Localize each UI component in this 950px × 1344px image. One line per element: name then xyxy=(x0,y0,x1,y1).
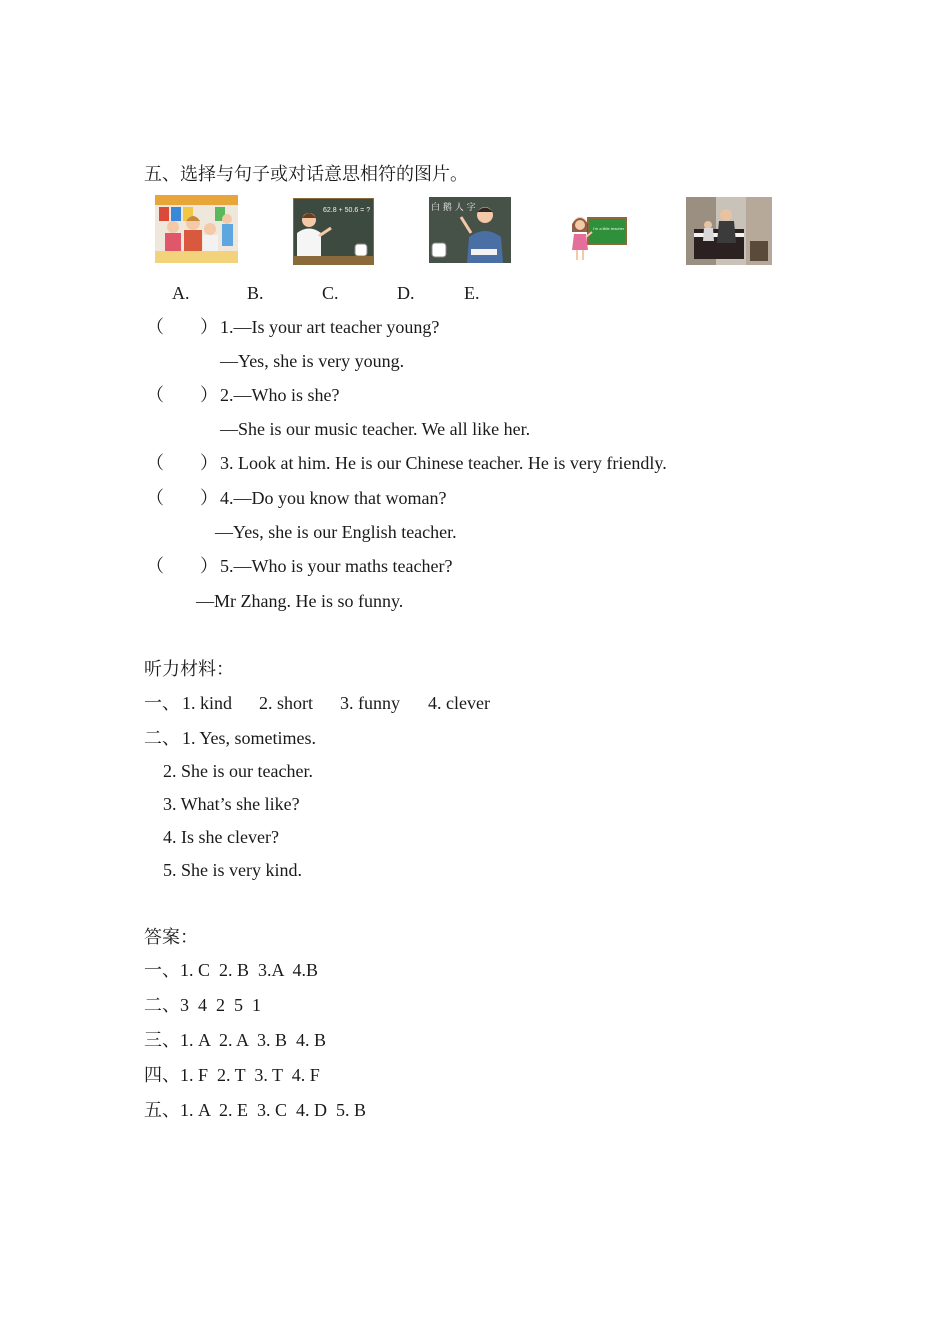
listening-part2-item-4: 4. Is she clever? xyxy=(163,827,279,847)
answer-line-2: 二、3 4 2 5 1 xyxy=(144,995,261,1015)
listening-part2-item-5: 5. She is very kind. xyxy=(163,860,302,880)
picture-d xyxy=(566,210,628,264)
answer-line-3: 三、1. A 2. A 3. B 4. B xyxy=(144,1030,327,1050)
question-1-line-1: 1.—Is your art teacher young? xyxy=(220,317,440,337)
option-label-c: C. xyxy=(322,283,339,303)
answer-bracket-4[interactable]: （ ） xyxy=(146,488,218,508)
piano-room-image xyxy=(686,197,772,265)
picture-e xyxy=(686,197,772,265)
question-5-line-2: —Mr Zhang. He is so funny. xyxy=(196,591,404,611)
greenboard-text: I'm a little teacher xyxy=(593,226,625,231)
question-4-line-1: 4.—Do you know that woman? xyxy=(220,488,447,508)
answer-bracket-3[interactable]: （ ） xyxy=(146,453,218,473)
chinese-board-text: 白 鹅 人 字 xyxy=(431,203,476,213)
answer-bracket-2[interactable]: （ ） xyxy=(146,385,218,405)
answer-bracket-5[interactable]: （ ） xyxy=(146,556,218,576)
listening-part1-item-4: 4. clever xyxy=(428,693,490,713)
question-1-line-2: —Yes, she is very young. xyxy=(220,351,405,371)
answer-line-1: 一、1. C 2. B 3.A 4.B xyxy=(144,960,319,980)
option-label-d: D. xyxy=(397,283,415,303)
art-classroom-image xyxy=(155,195,238,263)
section-title: 五、选择与句子或对话意思相符的图片。 xyxy=(144,164,468,184)
answer-line-5: 五、1. A 2. E 3. C 4. D 5. B xyxy=(144,1100,367,1120)
listening-title: 听力材料： xyxy=(144,659,234,679)
answers-title: 答案： xyxy=(144,927,198,947)
question-4-line-2: —Yes, she is our English teacher. xyxy=(215,522,457,542)
option-label-a: A. xyxy=(172,283,190,303)
picture-a xyxy=(155,195,238,263)
question-3-line-1: 3. Look at him. He is our Chinese teacher. He is very friendly. xyxy=(220,453,667,473)
listening-part2-item-2: 2. She is our teacher. xyxy=(163,761,313,781)
listening-part1-item-3: 3. funny xyxy=(340,693,400,713)
listening-part2-item-1: 1. Yes, sometimes. xyxy=(182,728,317,748)
picture-c xyxy=(429,197,511,263)
listening-part2-prefix: 二、 xyxy=(144,728,180,748)
listening-part2-item-3: 3. What’s she like? xyxy=(163,794,300,814)
listening-part1-item-1: 1. kind xyxy=(182,693,233,713)
question-2-line-2: —She is our music teacher. We all like her. xyxy=(220,419,531,439)
listening-part1-prefix: 一、 xyxy=(144,693,180,713)
option-label-b: B. xyxy=(247,283,264,303)
math-board-text: 62.8 + 50.6 = ? xyxy=(323,207,371,214)
option-label-e: E. xyxy=(464,283,480,303)
answer-line-4: 四、1. F 2. T 3. T 4. F xyxy=(144,1065,320,1085)
girl-greenboard-image xyxy=(566,210,628,264)
listening-part1-item-2: 2. short xyxy=(259,693,313,713)
picture-b xyxy=(293,198,374,265)
answer-bracket-1[interactable]: （ ） xyxy=(146,317,218,337)
question-2-line-1: 2.—Who is she? xyxy=(220,385,340,405)
question-5-line-1: 5.—Who is your maths teacher? xyxy=(220,556,453,576)
chinese-teacher-image xyxy=(429,197,511,263)
math-teacher-image xyxy=(293,198,374,265)
